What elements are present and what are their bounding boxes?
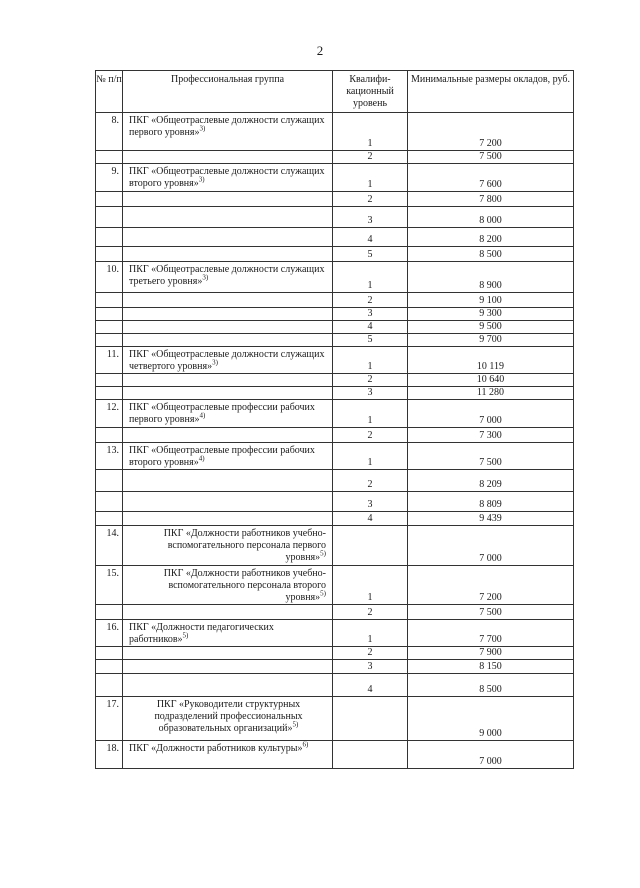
group-name: ПКГ «Общеотраслевые должности служащих третьего уровня» bbox=[129, 264, 325, 287]
table-row bbox=[96, 470, 574, 492]
min-salary: 8 809 bbox=[408, 492, 574, 512]
table-row bbox=[96, 164, 574, 192]
professional-group bbox=[123, 192, 333, 207]
qualification-level: 2 bbox=[333, 647, 408, 660]
professional-group bbox=[123, 164, 333, 192]
row-number: 18. bbox=[96, 741, 123, 769]
min-salary: 8 900 bbox=[408, 262, 574, 293]
min-salary: 9 000 bbox=[408, 697, 574, 741]
min-salary: 10 640 bbox=[408, 374, 574, 387]
qualification-level bbox=[333, 697, 408, 741]
table-row bbox=[96, 697, 574, 741]
row-number: 10. bbox=[96, 262, 123, 293]
professional-group bbox=[123, 387, 333, 400]
row-number: 8. bbox=[96, 113, 123, 151]
min-salary: 9 700 bbox=[408, 334, 574, 347]
qualification-level: 1 bbox=[333, 347, 408, 374]
footnote-marker: 5) bbox=[182, 631, 189, 640]
qualification-level: 1 bbox=[333, 620, 408, 647]
min-salary: 11 280 bbox=[408, 387, 574, 400]
table-row bbox=[96, 228, 574, 247]
qualification-level: 2 bbox=[333, 470, 408, 492]
qualification-level: 3 bbox=[333, 387, 408, 400]
table-row bbox=[96, 428, 574, 443]
min-salary: 8 150 bbox=[408, 660, 574, 674]
min-salary: 7 000 bbox=[408, 526, 574, 566]
table-row bbox=[96, 566, 574, 605]
table-header-row bbox=[96, 71, 574, 113]
min-salary: 7 800 bbox=[408, 192, 574, 207]
header-salary: Минимальные размеры окладов, руб. bbox=[408, 71, 574, 113]
table-row bbox=[96, 660, 574, 674]
row-number: 12. bbox=[96, 400, 123, 428]
qualification-level: 2 bbox=[333, 605, 408, 620]
professional-group bbox=[123, 605, 333, 620]
professional-group bbox=[123, 526, 333, 566]
row-number bbox=[96, 387, 123, 400]
min-salary: 7 200 bbox=[408, 113, 574, 151]
table-row bbox=[96, 492, 574, 512]
professional-group bbox=[123, 566, 333, 605]
row-number bbox=[96, 674, 123, 697]
min-salary: 10 119 bbox=[408, 347, 574, 374]
table-row bbox=[96, 620, 574, 647]
table-row bbox=[96, 321, 574, 334]
professional-group bbox=[123, 697, 333, 741]
group-name: ПКГ «Должности работников учебно-вспомогательного персонала второго уровня» bbox=[163, 568, 326, 603]
row-number bbox=[96, 293, 123, 308]
min-salary: 7 300 bbox=[408, 428, 574, 443]
min-salary: 7 500 bbox=[408, 443, 574, 470]
header-level: Квалифи-кационный уровень bbox=[333, 71, 408, 113]
row-number: 16. bbox=[96, 620, 123, 647]
table-body bbox=[96, 113, 574, 769]
footnote-marker: 6) bbox=[302, 740, 309, 749]
group-name: ПКГ «Общеотраслевые должности служащих четвертого уровня» bbox=[129, 349, 325, 372]
footnote-marker: 3) bbox=[212, 358, 218, 367]
row-number bbox=[96, 321, 123, 334]
professional-group bbox=[123, 374, 333, 387]
row-number bbox=[96, 308, 123, 321]
qualification-level: 2 bbox=[333, 151, 408, 164]
group-name: ПКГ «Должности работников учебно-вспомогательного персонала первого уровня» bbox=[163, 528, 326, 563]
group-name: ПКГ «Общеотраслевые должности служащих первого уровня» bbox=[129, 115, 325, 138]
professional-group bbox=[123, 228, 333, 247]
table-row bbox=[96, 526, 574, 566]
professional-group bbox=[123, 620, 333, 647]
qualification-level: 2 bbox=[333, 374, 408, 387]
professional-group bbox=[123, 428, 333, 443]
row-number: 15. bbox=[96, 566, 123, 605]
table-row bbox=[96, 308, 574, 321]
table-row bbox=[96, 512, 574, 526]
row-number bbox=[96, 470, 123, 492]
row-number: 17. bbox=[96, 697, 123, 741]
professional-group bbox=[123, 347, 333, 374]
min-salary: 7 700 bbox=[408, 620, 574, 647]
table-row bbox=[96, 347, 574, 374]
group-name: ПКГ «Общеотраслевые профессии рабочих первого уровня» bbox=[129, 402, 315, 425]
footnote-marker: 4) bbox=[199, 411, 206, 420]
footnote-marker: 3) bbox=[199, 124, 206, 133]
qualification-level: 1 bbox=[333, 113, 408, 151]
min-salary: 8 500 bbox=[408, 674, 574, 697]
footnote-marker: 3) bbox=[202, 273, 209, 282]
min-salary: 7 200 bbox=[408, 566, 574, 605]
min-salary: 8 209 bbox=[408, 470, 574, 492]
footnote-marker: 4) bbox=[198, 454, 205, 463]
table-row bbox=[96, 400, 574, 428]
min-salary: 7 500 bbox=[408, 151, 574, 164]
table-row bbox=[96, 247, 574, 262]
row-number bbox=[96, 374, 123, 387]
qualification-level: 5 bbox=[333, 334, 408, 347]
row-number bbox=[96, 428, 123, 443]
professional-group bbox=[123, 293, 333, 308]
qualification-level: 4 bbox=[333, 674, 408, 697]
qualification-level: 3 bbox=[333, 492, 408, 512]
row-number bbox=[96, 647, 123, 660]
row-number bbox=[96, 492, 123, 512]
row-number: 11. bbox=[96, 347, 123, 374]
table-row bbox=[96, 151, 574, 164]
qualification-level: 4 bbox=[333, 512, 408, 526]
group-name: ПКГ «Должности педагогических работников» bbox=[129, 622, 274, 645]
qualification-level: 2 bbox=[333, 192, 408, 207]
qualification-level: 3 bbox=[333, 308, 408, 321]
table-row bbox=[96, 741, 574, 769]
min-salary: 9 439 bbox=[408, 512, 574, 526]
row-number bbox=[96, 192, 123, 207]
qualification-level: 1 bbox=[333, 443, 408, 470]
professional-group bbox=[123, 113, 333, 151]
row-number bbox=[96, 660, 123, 674]
professional-group bbox=[123, 321, 333, 334]
min-salary: 8 000 bbox=[408, 207, 574, 228]
group-name: ПКГ «Общеотраслевые должности служащих второго уровня» bbox=[129, 166, 325, 189]
professional-group bbox=[123, 443, 333, 470]
qualification-level: 5 bbox=[333, 247, 408, 262]
professional-group bbox=[123, 262, 333, 293]
min-salary: 7 000 bbox=[408, 741, 574, 769]
table-row bbox=[96, 334, 574, 347]
table-row bbox=[96, 387, 574, 400]
row-number bbox=[96, 247, 123, 262]
qualification-level: 3 bbox=[333, 207, 408, 228]
qualification-level bbox=[333, 741, 408, 769]
row-number bbox=[96, 207, 123, 228]
professional-group bbox=[123, 512, 333, 526]
professional-group bbox=[123, 151, 333, 164]
footnote-marker: 5) bbox=[292, 720, 299, 729]
table-row bbox=[96, 262, 574, 293]
qualification-level: 2 bbox=[333, 293, 408, 308]
min-salary: 8 200 bbox=[408, 228, 574, 247]
page-number: 2 bbox=[316, 43, 324, 58]
group-name: ПКГ «Общеотраслевые профессии рабочих второго уровня» bbox=[129, 445, 315, 468]
min-salary: 7 600 bbox=[408, 164, 574, 192]
table-row bbox=[96, 374, 574, 387]
footnote-marker: 5) bbox=[320, 589, 326, 598]
row-number bbox=[96, 334, 123, 347]
professional-group bbox=[123, 492, 333, 512]
footnote-marker: 3) bbox=[198, 175, 205, 184]
professional-group bbox=[123, 660, 333, 674]
row-number: 13. bbox=[96, 443, 123, 470]
row-number: 14. bbox=[96, 526, 123, 566]
professional-group bbox=[123, 470, 333, 492]
table-row bbox=[96, 192, 574, 207]
professional-group bbox=[123, 400, 333, 428]
qualification-level: 1 bbox=[333, 262, 408, 293]
salary-table bbox=[95, 70, 574, 769]
row-number bbox=[96, 605, 123, 620]
table-row bbox=[96, 647, 574, 660]
row-number bbox=[96, 151, 123, 164]
min-salary: 9 500 bbox=[408, 321, 574, 334]
professional-group bbox=[123, 334, 333, 347]
table-row bbox=[96, 293, 574, 308]
table-row bbox=[96, 443, 574, 470]
header-num: № п/п bbox=[96, 71, 123, 113]
min-salary: 7 900 bbox=[408, 647, 574, 660]
table-row bbox=[96, 207, 574, 228]
professional-group bbox=[123, 741, 333, 769]
qualification-level bbox=[333, 526, 408, 566]
professional-group bbox=[123, 247, 333, 262]
qualification-level: 4 bbox=[333, 321, 408, 334]
qualification-level: 1 bbox=[333, 164, 408, 192]
qualification-level: 2 bbox=[333, 428, 408, 443]
table-row bbox=[96, 674, 574, 697]
qualification-level: 4 bbox=[333, 228, 408, 247]
professional-group bbox=[123, 308, 333, 321]
min-salary: 7 500 bbox=[408, 605, 574, 620]
table-row bbox=[96, 605, 574, 620]
professional-group bbox=[123, 207, 333, 228]
group-name: ПКГ «Руководители структурных подразделений профессиональных образовательных организаций» bbox=[154, 699, 303, 734]
qualification-level: 1 bbox=[333, 566, 408, 605]
professional-group bbox=[123, 674, 333, 697]
header-group: Профессиональная группа bbox=[123, 71, 333, 113]
qualification-level: 1 bbox=[333, 400, 408, 428]
professional-group bbox=[123, 647, 333, 660]
group-name: ПКГ «Должности работников культуры» bbox=[129, 743, 303, 754]
qualification-level: 3 bbox=[333, 660, 408, 674]
row-number: 9. bbox=[96, 164, 123, 192]
min-salary: 8 500 bbox=[408, 247, 574, 262]
row-number bbox=[96, 228, 123, 247]
min-salary: 9 300 bbox=[408, 308, 574, 321]
row-number bbox=[96, 512, 123, 526]
footnote-marker: 5) bbox=[320, 549, 326, 558]
min-salary: 7 000 bbox=[408, 400, 574, 428]
min-salary: 9 100 bbox=[408, 293, 574, 308]
table-row bbox=[96, 113, 574, 151]
